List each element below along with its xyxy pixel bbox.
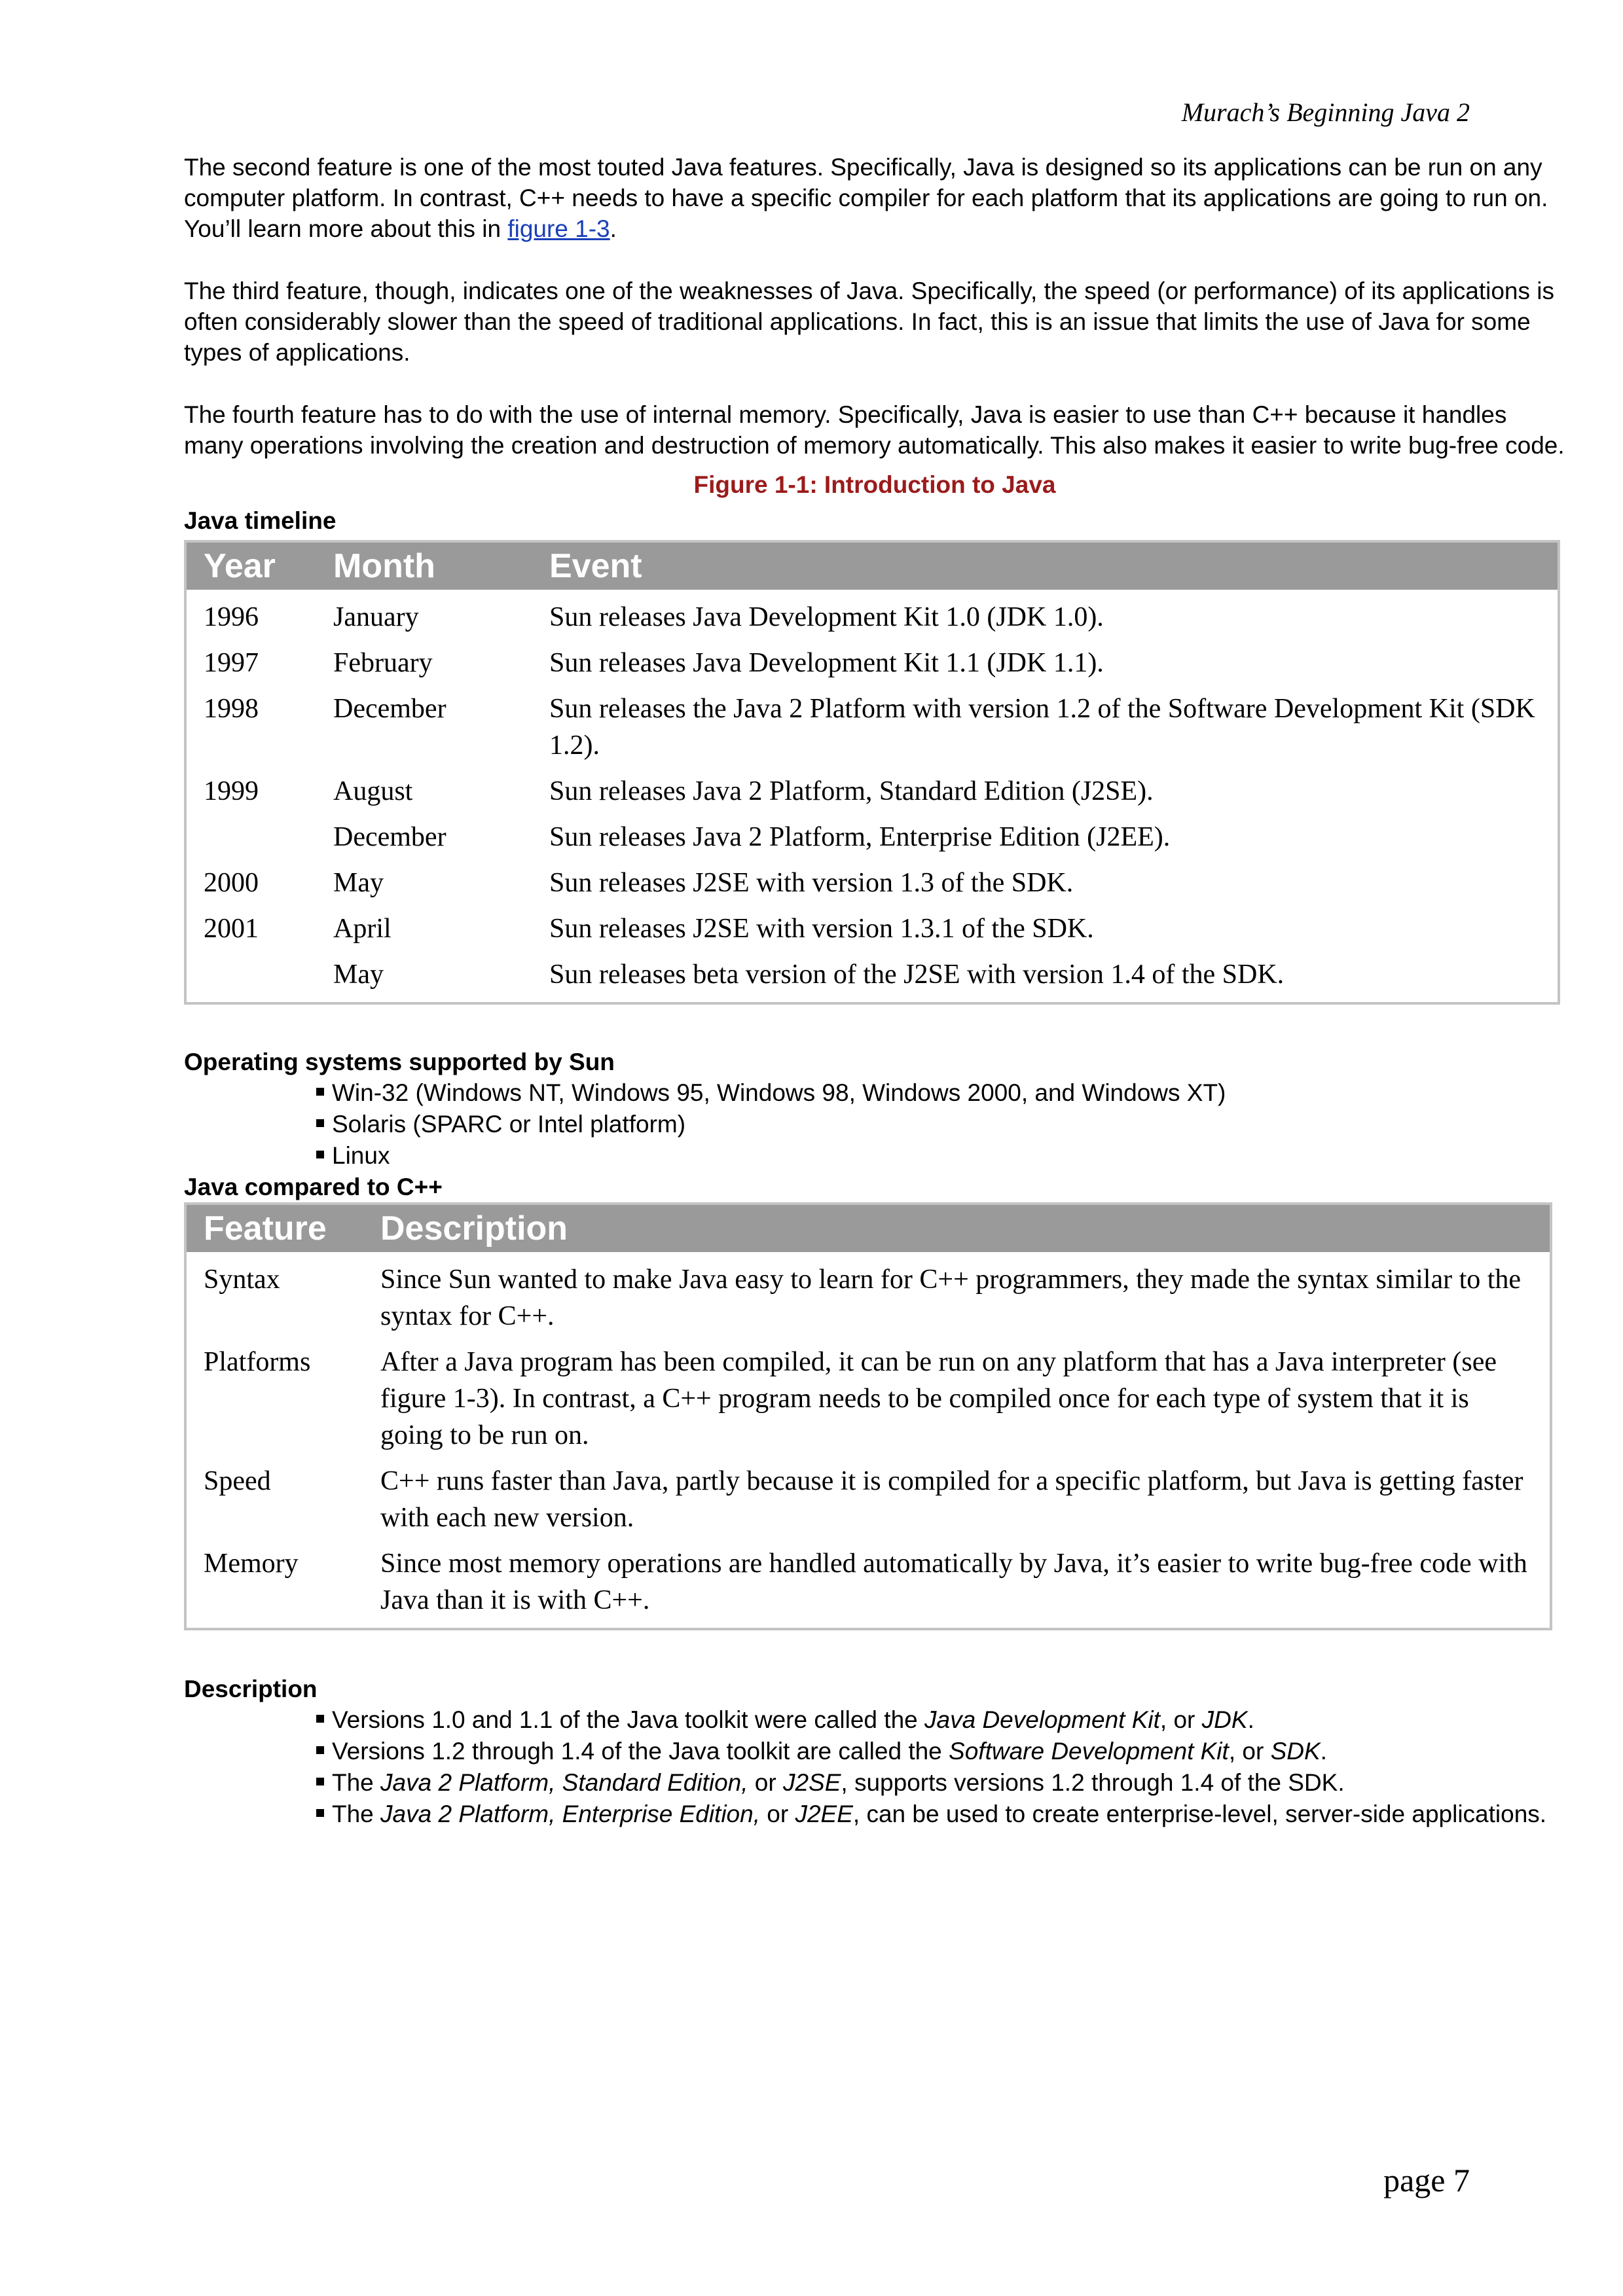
- feature-cell: Speed: [204, 1466, 271, 1496]
- item-text: Versions 1.2 through 1.4 of the Java toolkit are called the: [332, 1738, 949, 1765]
- timeline-row: [187, 910, 1558, 947]
- item-text: , or: [1228, 1738, 1271, 1765]
- compare-table: [184, 1202, 1552, 1630]
- column-header-event: Event: [549, 547, 642, 585]
- timeline-table: [184, 540, 1560, 1005]
- description-list-item: [316, 1799, 1565, 1830]
- timeline-table-body: [187, 599, 1558, 1002]
- event-cell: Sun releases Java Development Kit 1.0 (JDK 1.0).: [549, 602, 1104, 632]
- item-abbreviation: SDK: [1270, 1738, 1321, 1765]
- item-text: or: [759, 1801, 795, 1827]
- item-text: , can be used to create enterprise-level, server-side applications.: [852, 1801, 1547, 1827]
- paragraph-end: .: [610, 215, 617, 242]
- column-header-feature: Feature: [204, 1210, 327, 1247]
- item-term: Java 2 Platform, Enterprise Edition,: [380, 1801, 760, 1827]
- item-text: or: [748, 1769, 783, 1796]
- description-list-item: [316, 1704, 1565, 1736]
- feature-cell: Syntax: [204, 1265, 280, 1295]
- event-cell: Sun releases J2SE with version 1.3 of the SDK.: [549, 868, 1074, 898]
- description-heading: Description: [184, 1676, 318, 1702]
- description-list-item: [316, 1767, 1565, 1799]
- description-cell: C++ runs faster than Java, partly because it is compiled for a specific platform, but Java is getting faster with each new version.: [380, 1466, 1523, 1533]
- compare-table-body: [187, 1261, 1550, 1628]
- item-abbreviation: J2EE: [795, 1801, 853, 1827]
- page-number: page 7: [1383, 2162, 1470, 2198]
- bullet-icon: [316, 1746, 324, 1754]
- bullet-icon: [316, 1088, 324, 1096]
- bullet-icon: [316, 1151, 324, 1158]
- os-list-item: [316, 1109, 1565, 1140]
- description-cell: Since most memory operations are handled automatically by Java, it’s easier to write bug-free code with Java than it is with C++.: [380, 1549, 1527, 1615]
- paragraph-platform: [184, 152, 1565, 244]
- month-cell: January: [333, 602, 419, 632]
- bullet-icon: [316, 1715, 324, 1723]
- item-text: Versions 1.0 and 1.1 of the Java toolkit were called the: [332, 1706, 925, 1733]
- os-list-item: [316, 1140, 1565, 1172]
- compare-row: [187, 1545, 1550, 1619]
- compare-row: [187, 1344, 1550, 1454]
- item-text: , or: [1159, 1706, 1202, 1733]
- month-cell: May: [333, 868, 384, 898]
- figure-1-3-link[interactable]: figure 1-3: [507, 215, 610, 242]
- event-cell: Sun releases J2SE with version 1.3.1 of the SDK.: [549, 914, 1094, 944]
- running-header: Murach’s Beginning Java 2: [1181, 98, 1470, 127]
- timeline-heading: Java timeline: [184, 507, 337, 534]
- description-cell: Since Sun wanted to make Java easy to learn for C++ programmers, they made the syntax similar to the syntax for C++.: [380, 1265, 1522, 1331]
- month-cell: April: [333, 914, 392, 944]
- column-header-month: Month: [333, 547, 435, 585]
- item-term: Software Development Kit: [949, 1738, 1229, 1765]
- bullet-icon: [316, 1119, 324, 1127]
- event-cell: Sun releases the Java 2 Platform with version 1.2 of the Software Development Kit (SDK 1.2).: [549, 694, 1535, 761]
- item-abbreviation: JDK: [1201, 1706, 1248, 1733]
- timeline-row: [187, 956, 1558, 993]
- item-text: , supports versions 1.2 through 1.4 of the SDK.: [841, 1769, 1345, 1796]
- column-header-year: Year: [204, 547, 276, 585]
- item-text: The: [332, 1801, 381, 1827]
- timeline-row: [187, 645, 1558, 681]
- bullet-icon: [316, 1778, 324, 1785]
- os-heading: Operating systems supported by Sun: [184, 1049, 615, 1075]
- compare-table-header: [187, 1205, 1550, 1252]
- os-list: [184, 1077, 1565, 1172]
- timeline-row: [187, 819, 1558, 855]
- month-cell: May: [333, 960, 384, 990]
- year-cell: 1998: [204, 694, 259, 724]
- os-item-text: Linux: [332, 1142, 390, 1169]
- description-list-item: [316, 1736, 1565, 1767]
- month-cell: February: [333, 648, 433, 678]
- item-abbreviation: J2SE: [782, 1769, 841, 1796]
- description-cell: After a Java program has been compiled, it can be run on any platform that has a Java interpreter (see figure 1-3). In contrast, a C++ program needs to be compiled once for each type of system that it is going to be run on.: [380, 1347, 1497, 1450]
- timeline-table-header: [187, 543, 1558, 590]
- compare-row: [187, 1463, 1550, 1536]
- event-cell: Sun releases Java Development Kit 1.1 (JDK 1.1).: [549, 648, 1104, 678]
- year-cell: [187, 819, 333, 855]
- paragraph-performance: The third feature, though, indicates one of the weaknesses of Java. Specifically, the speed (or performance) of its applications is often considerably slower than the speed of traditional applications. In fact, this is an issue that limits the use of Java for some types of applications.: [184, 278, 1555, 366]
- item-term: Java 2 Platform, Standard Edition,: [380, 1769, 748, 1796]
- event-cell: Sun releases beta version of the J2SE with version 1.4 of the SDK.: [549, 960, 1285, 990]
- os-item-text: Win-32 (Windows NT, Windows 95, Windows 98, Windows 2000, and Windows XT): [332, 1079, 1226, 1106]
- item-text: .: [1320, 1738, 1327, 1765]
- figure-caption: Figure 1-1: Introduction to Java: [693, 471, 1056, 498]
- year-cell: [187, 956, 333, 993]
- compare-heading: Java compared to C++: [184, 1174, 443, 1200]
- item-text: .: [1247, 1706, 1254, 1733]
- os-list-item: [316, 1077, 1565, 1109]
- month-cell: December: [333, 822, 447, 852]
- compare-row: [187, 1261, 1550, 1335]
- item-term: Java Development Kit: [924, 1706, 1160, 1733]
- page-content: [184, 152, 1565, 1830]
- paragraph-text: The second feature is one of the most touted Java features. Specifically, Java is designed so its applications can be run on any computer platform. In contrast, C++ needs to have a specific compiler for each platform that its applications are going to run on. You’ll learn more about this in: [184, 154, 1548, 242]
- event-cell: Sun releases Java 2 Platform, Standard Edition (J2SE).: [549, 776, 1154, 806]
- event-cell: Sun releases Java 2 Platform, Enterprise Edition (J2EE).: [549, 822, 1171, 852]
- month-cell: December: [333, 694, 447, 724]
- description-list: [184, 1704, 1565, 1830]
- year-cell: 1996: [204, 602, 259, 632]
- year-cell: 1999: [204, 776, 259, 806]
- column-header-description: Description: [380, 1210, 568, 1247]
- feature-cell: Platforms: [204, 1347, 311, 1377]
- os-item-text: Solaris (SPARC or Intel platform): [332, 1111, 686, 1138]
- item-text: The: [332, 1769, 381, 1796]
- year-cell: 2001: [204, 914, 259, 944]
- feature-cell: Memory: [204, 1549, 299, 1579]
- bullet-icon: [316, 1809, 324, 1817]
- year-cell: 2000: [204, 868, 259, 898]
- month-cell: August: [333, 776, 413, 806]
- paragraph-memory: The fourth feature has to do with the use of internal memory. Specifically, Java is easier to use than C++ because it handles many operations involving the creation and destruction of memory automatically. This also makes it easier to write bug-free code.: [184, 401, 1565, 459]
- timeline-row: [187, 599, 1558, 636]
- timeline-row: [187, 865, 1558, 901]
- timeline-row: [187, 691, 1558, 764]
- year-cell: 1997: [204, 648, 259, 678]
- timeline-row: [187, 773, 1558, 810]
